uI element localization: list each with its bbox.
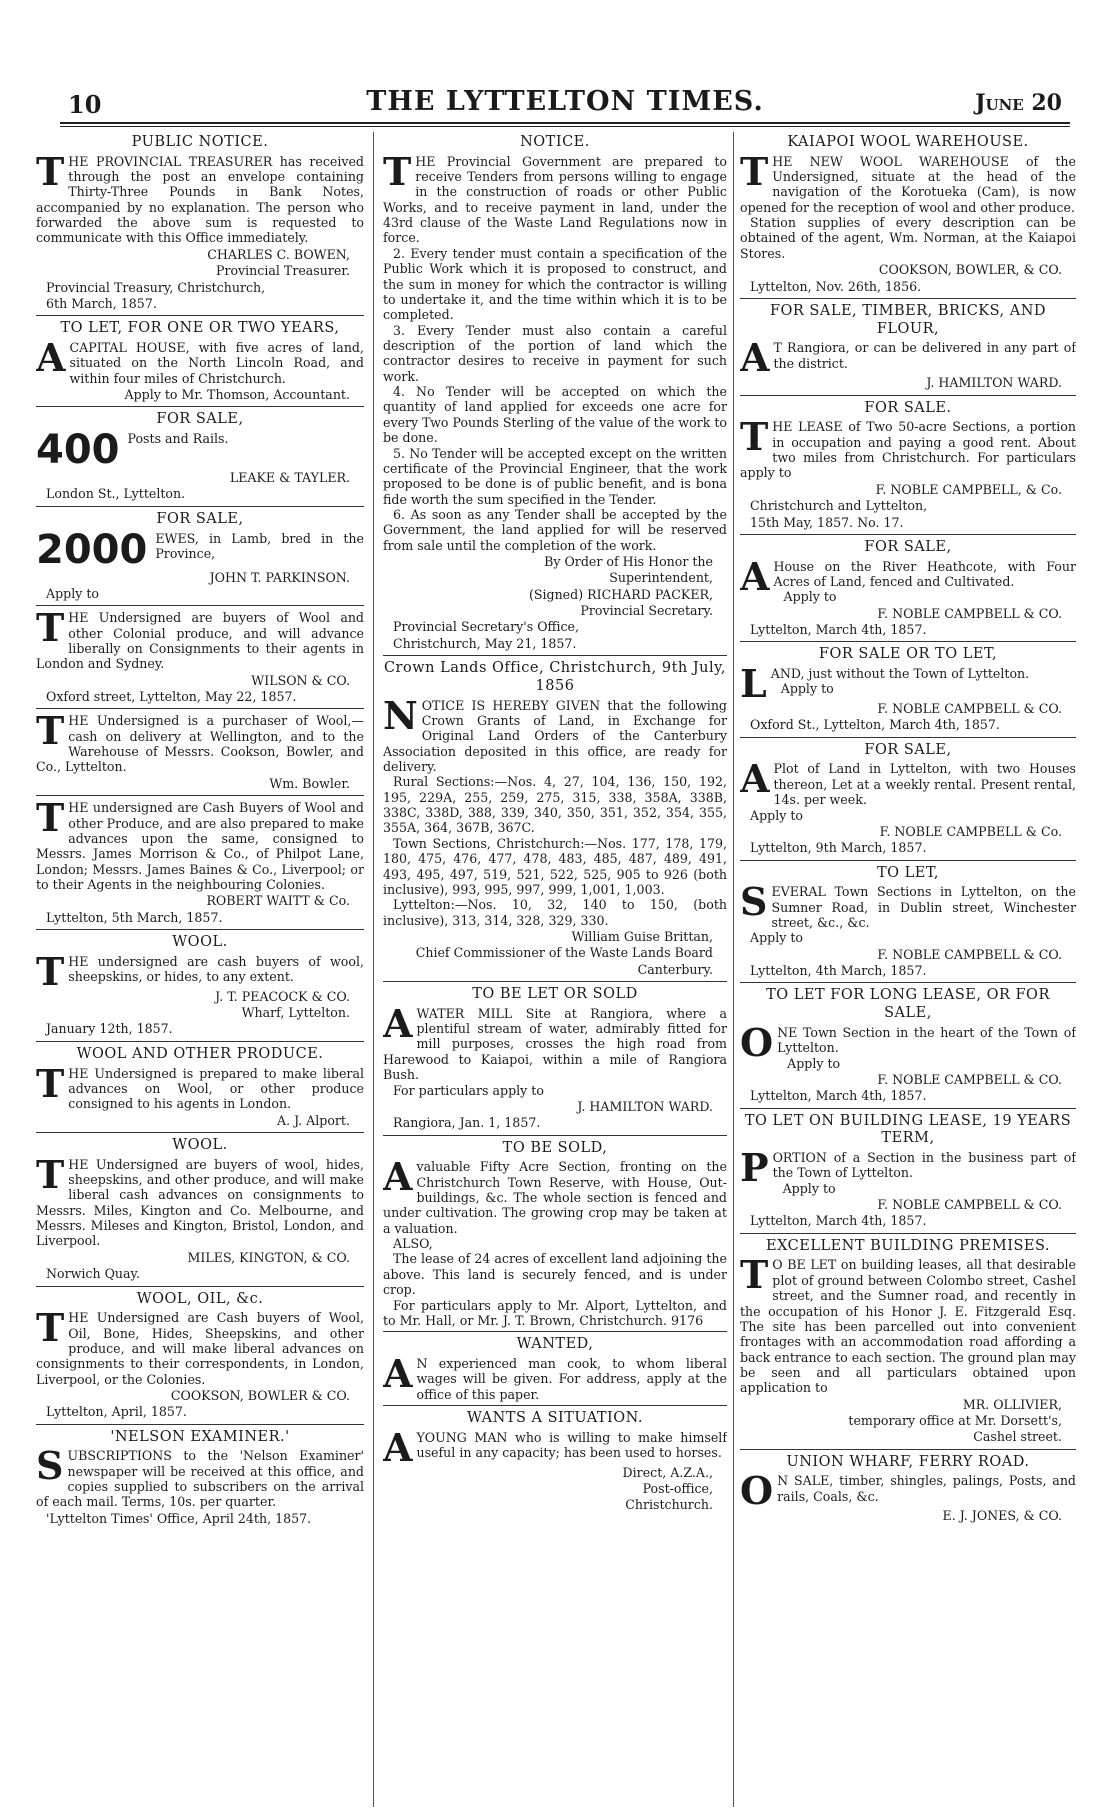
ad-signature: CHARLES C. BOWEN, [207, 246, 350, 262]
ad-text: HE Undersigned is prepared to make liberal advances on Wool, or other produce consigned to his agents in London. [68, 1065, 364, 1112]
ad-heading: TO LET, [876, 864, 940, 881]
ad-text: NE Town Section in the heart of the Town of Lyttelton. [777, 1024, 1076, 1056]
drop-cap: O [740, 1468, 774, 1514]
drop-cap: A [383, 1000, 413, 1046]
ad-footer: Rangiora, Jan. 1, 1857. [393, 1115, 541, 1131]
ad-footer: London St., Lyttelton. [46, 486, 186, 502]
ad-signature: WILSON & CO. [251, 672, 350, 688]
advertisement [36, 134, 364, 316]
masthead [60, 86, 1070, 122]
issue-date: June 20 [975, 90, 1062, 116]
ad-heading: 'NELSON EXAMINER.' [110, 1428, 290, 1445]
ad-text: House on the River Heathcote, with Four Acres of Land, fenced and Cultivated. [773, 558, 1076, 589]
ad-signature: Direct, A.Z.A., [622, 1464, 713, 1480]
column-3 [740, 132, 1076, 1802]
ad-heading: NOTICE. [520, 134, 590, 150]
ad-signature: A. J. Alport. [276, 1112, 350, 1128]
ad-text: CAPITAL HOUSE, with five acres of land, situated on the North Lincoln Road, and within four miles of Christchurch. [69, 339, 364, 386]
ad-text: valuable Fifty Acre Section, fronting on the Christchurch Town Reserve, with House, Out-buildings, &c. The whole section is fenced and under cultivation. The growing crop may be taken at a valuation. [383, 1159, 727, 1236]
ad-footer: Oxford street, Lyttelton, May 22, 1857. [46, 689, 297, 705]
ad-signature: F. NOBLE CAMPBELL, & Co. [875, 481, 1062, 497]
ad-body [36, 605, 364, 672]
advertisement [36, 511, 364, 606]
ad-paragraph: Station supplies of every description can be obtained of the agent, Wm. Norman, at the Kaiapoi Stores. [740, 215, 1076, 261]
advertisement [383, 134, 727, 656]
drop-cap: S [36, 1443, 64, 1489]
ad-body [383, 1154, 727, 1236]
ad-signature: William Guise Brittan, [571, 928, 713, 944]
advertisement [740, 987, 1076, 1108]
ad-heading: FOR SALE. [864, 399, 952, 416]
ad-heading: EXCELLENT BUILDING PREMISES. [766, 1237, 1050, 1254]
ad-body [740, 879, 1076, 930]
ad-footer: Christchurch, May 21, 1857. [393, 635, 577, 651]
ad-signature: COOKSON, BOWLER, & CO. [878, 262, 1062, 278]
ad-signature: E. J. JONES, & CO. [942, 1508, 1062, 1524]
ad-quantity: 400 [36, 427, 120, 474]
advertisement [740, 539, 1076, 642]
ad-text: Plot of Land in Lyttelton, with two Houses thereon, Let at a weekly rental. Present rental, 14s. per week. [773, 761, 1076, 808]
drop-cap: A [383, 1350, 413, 1396]
masthead-rule-thin [60, 126, 1070, 127]
advertisement [740, 303, 1076, 396]
ad-footer: Lyttelton, 5th March, 1857. [46, 909, 223, 925]
ad-body [740, 756, 1076, 808]
ad-body [36, 1305, 364, 1387]
ad-signature: F. NOBLE CAMPBELL & CO. [877, 701, 1062, 717]
ad-text: HE undersigned are Cash Buyers of Wool and other Produce, and are also prepared to make advances upon the same, consigned to Messrs. James Morrison & Co., of Philpot Lane, London; Messrs. James Baines & Co., Liverpool; or to their Agents in the neighbouring Colonies. [36, 800, 364, 892]
ad-heading: WANTED, [516, 1336, 594, 1353]
advertisement [36, 411, 364, 506]
ad-text: OTICE IS HEREBY GIVEN that the following Crown Grants of Land, in Exchange for Original Land Orders of the Canterbury Association deposited in this office, are ready for delivery. [383, 697, 727, 774]
ad-paragraph: For particulars apply to [393, 1082, 544, 1098]
ad-heading: FOR SALE, [156, 411, 244, 428]
ad-paragraph: 5. No Tender will be accepted except on the written certificate of the Provincial Engineer, that the work proposed to be done is of public benefit, and is bona fide worth the sum specified in the Tender. [383, 445, 727, 507]
ad-heading: WOOL. [172, 934, 228, 951]
ad-text: HE Provincial Government are prepared to receive Tenders from persons willing to engage in the construction of roads or other Public Works, and to receive payment in land, under the 43rd clause of the Waste Land Regulations now in force. [383, 153, 727, 246]
ad-body [36, 148, 364, 246]
ad-footer: 'Lyttelton Times' Office, April 24th, 1857. [46, 1510, 312, 1526]
ad-signature: F. NOBLE CAMPBELL & CO. [877, 1071, 1062, 1087]
drop-cap: T [36, 1305, 65, 1351]
ad-signature: J. T. PEACOCK & CO. [215, 988, 350, 1004]
ad-text: EVERAL Town Sections in Lyttelton, on the Sumner Road, in Dublin street, Winchester street, &c., &c. [771, 884, 1076, 930]
ad-footer: Christchurch and Lyttelton, [750, 498, 928, 514]
ad-heading: FOR SALE OR TO LET, [818, 646, 998, 663]
drop-cap: T [740, 1252, 769, 1298]
ad-body [383, 692, 727, 775]
ad-signature: Wm. Bowler. [269, 775, 350, 791]
ad-text: HE LEASE of Two 50-acre Sections, a portion in occupation and paying a good rent. About two miles from Christchurch. For particulars apply to [740, 419, 1076, 481]
ad-signature: Chief Commissioner of the Waste Lands Board [415, 945, 713, 961]
ad-footer: 6th March, 1857. [46, 295, 157, 311]
page-number: 10 [68, 90, 102, 119]
ad-body [740, 1252, 1076, 1396]
ad-heading: WANTS A SITUATION. [466, 1410, 644, 1426]
advertisement [740, 134, 1076, 299]
ad-paragraph: ALSO, [393, 1236, 433, 1252]
ad-body [740, 148, 1076, 215]
advertisement [36, 1046, 364, 1133]
ad-footer: Lyttelton, March 4th, 1857. [750, 1088, 927, 1104]
drop-cap: A [383, 1154, 413, 1200]
ad-footer: Provincial Treasury, Christchurch, [46, 279, 266, 295]
ad-signature: Provincial Secretary. [580, 603, 713, 619]
ad-footer: Oxford St., Lyttelton, March 4th, 1857. [750, 717, 1000, 733]
ad-paragraph: 2. Every tender must contain a specification of the Public Work which it is proposed to construct, and the sum in money for which the contractor is willing to undertake it, and the time within which it is to be completed. [383, 245, 727, 323]
ad-paragraph: Town Sections, Christchurch:—Nos. 177, 178, 179, 180, 475, 476, 477, 478, 483, 485, 487, 489, 491, 493, 495, 497, 519, 521, 522, 525, 905 to 926 (both inclusive), 993, 995, 997, 999, 1,001, 1,003. [383, 835, 727, 897]
ad-heading: FOR SALE, [156, 510, 244, 527]
ad-paragraph: Apply to [782, 1180, 836, 1196]
ad-heading: TO LET ON BUILDING LEASE, 19 YEARS TERM, [744, 1112, 1072, 1147]
ad-heading: FOR SALE, TIMBER, BRICKS, AND FLOUR, [769, 302, 1047, 337]
advertisement [740, 865, 1076, 984]
ad-signature: Post-office, [642, 1481, 713, 1497]
column-divider [733, 132, 734, 1807]
ad-body [36, 427, 364, 474]
ad-text: T Rangiora, or can be delivered in any part of the district. [773, 340, 1076, 371]
ad-text: N experienced man cook, to whom liberal wages will be given. For address, apply at the office of this paper. [416, 1355, 727, 1402]
ad-body [36, 1443, 364, 1510]
ad-body [740, 414, 1076, 481]
ad-signature: (Signed) RICHARD PACKER, [528, 586, 713, 602]
ad-body [36, 334, 364, 386]
advertisement [36, 1291, 364, 1425]
ad-paragraph: Rural Sections:—Nos. 4, 27, 104, 136, 150, 192, 195, 229A, 255, 259, 275, 315, 338, 358A, 338B, 338C, 338D, 388, 339, 340, 350, 351, 352, 354, 355, 355A, 364, 367B, 367C. [383, 774, 727, 836]
ad-signature: MILES, KINGTON, & CO. [187, 1249, 350, 1265]
ad-footer: 15th May, 1857. No. 17. [750, 514, 904, 530]
drop-cap: A [740, 335, 770, 381]
ad-paragraph: Apply to [787, 1055, 841, 1071]
masthead-rule [60, 122, 1070, 124]
ad-heading: FOR SALE, [864, 741, 952, 758]
ad-paragraph: Lyttelton:—Nos. 10, 32, 140 to 150, (both inclusive), 313, 314, 328, 329, 330. [383, 897, 727, 928]
ad-paragraph: Apply to [780, 681, 834, 697]
advertisement [383, 986, 727, 1136]
ad-footer: January 12th, 1857. [46, 1021, 173, 1037]
ad-heading: FOR SALE, [864, 538, 952, 555]
ad-body [36, 1151, 364, 1249]
drop-cap: A [36, 334, 66, 380]
ad-body [36, 795, 364, 892]
drop-cap: T [36, 948, 65, 994]
ad-heading: UNION WHARF, FERRY ROAD. [786, 1453, 1030, 1470]
ad-heading: TO BE SOLD, [502, 1139, 608, 1156]
ad-text: HE undersigned are cash buyers of wool, sheepskins, or hides, to any extent. [68, 953, 364, 985]
ad-paragraph: 3. Every Tender must also contain a careful description of the portion of land which the contractor desires to receive in payment for such work. [383, 322, 727, 384]
ad-heading: PUBLIC NOTICE. [131, 134, 269, 150]
ad-text: HE Undersigned are Cash buyers of Wool, Oil, Bone, Hides, Sheepskins, and other produce, and will make liberal advances on consignments to their correspondents, in London, Liverpool, or the Colonies. [36, 1310, 364, 1387]
advertisement [36, 708, 364, 796]
drop-cap: T [36, 148, 65, 194]
drop-cap: T [740, 414, 769, 460]
ad-heading: TO LET, FOR ONE OR TWO YEARS, [60, 320, 340, 337]
ad-signature: ROBERT WAITT & Co. [206, 893, 350, 909]
advertisement [383, 1336, 727, 1406]
ad-text: O BE LET on building leases, all that desirable plot of ground between Colombo street, Cashel street, and the Sumner road, and recently in the occupation of his Honor J. E. Fitzgerald Esq. The site has been parcelled out into convenient frontages with an accommodation road affording a back entrance to each section. The ground plan may be seen and all particulars obtained upon application to [740, 1257, 1076, 1396]
ad-footer: Lyttelton, March 4th, 1857. [750, 1213, 927, 1229]
ad-footer: Provincial Secretary's Office, [393, 619, 579, 635]
drop-cap: P [740, 1144, 769, 1190]
ad-heading: KAIAPOI WOOL WAREHOUSE. [787, 134, 1029, 150]
ad-paragraph: For particulars apply to Mr. Alport, Lyttelton, and to Mr. Hall, or Mr. J. T. Brown, Christchurch. 9176 [383, 1297, 727, 1328]
ad-body [740, 1468, 1076, 1514]
ad-signature: Christchurch. [625, 1497, 713, 1513]
ad-heading: Crown Lands Office, Christchurch, 9th July, 1856 [383, 660, 727, 694]
ad-text: HE Undersigned is a purchaser of Wool,—cash on delivery at Wellington, and to the Warehouse of Messrs. Cookson, Bowler, and Co., Lyttelton. [36, 713, 364, 775]
ad-body [36, 708, 364, 775]
advertisement [36, 1429, 364, 1530]
ad-signature: MR. OLLIVIER, [962, 1396, 1062, 1412]
ad-footer: Norwich Quay. [46, 1266, 140, 1282]
column-2 [383, 132, 727, 1802]
advertisement [383, 1140, 727, 1333]
drop-cap: T [740, 148, 769, 194]
ad-body [36, 948, 364, 994]
ad-text: HE Undersigned are buyers of wool, hides, sheepskins, and other produce, and will make liberal cash advances on consignments to Messrs. Miles, Kington and Co. Melbourne, and Messrs. Mileses and Kington, Bristol, London, and Liverpool. [36, 1156, 364, 1249]
advertisement [740, 646, 1076, 737]
ad-signature: Canterbury. [637, 961, 713, 977]
drop-cap: T [383, 148, 412, 194]
ad-signature: F. NOBLE CAMPBELL & CO. [877, 946, 1062, 962]
advertisement [740, 400, 1076, 535]
advertisement [36, 605, 364, 709]
ad-paragraph: Apply to [750, 807, 804, 823]
ad-signature: F. NOBLE CAMPBELL & CO. [877, 605, 1062, 621]
ad-body [383, 148, 727, 246]
ad-signature: Provincial Treasurer. [215, 263, 350, 279]
advertisement [383, 1410, 727, 1517]
newspaper-title: THE LYTTELTON TIMES. [366, 86, 764, 117]
drop-cap: A [740, 756, 770, 802]
drop-cap: T [36, 708, 65, 754]
ad-body [36, 526, 364, 573]
ad-quantity: 2000 [36, 526, 148, 573]
ad-heading: TO LET FOR LONG LEASE, OR FOR SALE, [766, 987, 1050, 1022]
drop-cap: A [383, 1424, 413, 1470]
drop-cap: N [383, 692, 418, 738]
ad-footer: Lyttelton, 4th March, 1857. [750, 963, 927, 979]
advertisement [740, 1113, 1076, 1234]
ad-footer: Lyttelton, Nov. 26th, 1856. [750, 278, 922, 294]
ad-body [383, 1350, 727, 1402]
ad-signature: J. HAMILTON WARD. [926, 375, 1062, 391]
ad-paragraph: Apply to [750, 930, 804, 946]
ad-signature: F. NOBLE CAMPBELL & CO. [877, 1197, 1062, 1213]
ad-text: UBSCRIPTIONS to the 'Nelson Examiner' newspaper will be received at this office, and copies supplied to subscribers on the arrival of each mail. Terms, 10s. per quarter. [36, 1448, 364, 1510]
ad-text: AND, just without the Town of Lyttelton. [770, 666, 1030, 682]
ad-signature: Apply to Mr. Thomson, Accountant. [124, 387, 350, 403]
advertisement [383, 660, 727, 982]
advertisement [36, 320, 364, 407]
ad-signature: J. HAMILTON WARD. [577, 1098, 713, 1114]
column-1 [36, 132, 364, 1802]
drop-cap: T [36, 1151, 65, 1197]
ad-heading: WOOL. [172, 1136, 228, 1153]
ad-paragraph: Apply to [783, 589, 837, 605]
ad-footer: Apply to [46, 585, 100, 601]
ad-text: HE Undersigned are buyers of Wool and other Colonial produce, and will advance liberally on Consignments to their agents in London and Sydney. [36, 610, 364, 672]
ad-text: Posts and Rails. [127, 431, 229, 447]
advertisement [740, 1454, 1076, 1528]
ad-signature: F. NOBLE CAMPBELL & Co. [879, 823, 1062, 839]
ad-heading: TO BE LET OR SOLD [472, 986, 638, 1003]
ad-signature: Wharf, Lyttelton. [241, 1005, 350, 1021]
advertisement [36, 1137, 364, 1287]
ad-heading: WOOL, OIL, &c. [136, 1290, 264, 1307]
ad-heading: WOOL AND OTHER PRODUCE. [76, 1045, 324, 1062]
drop-cap: A [740, 553, 770, 599]
ad-paragraph: 6. As soon as any Tender shall be accepted by the Government, the land applied for will be reserved from sale until the completion of the work. [383, 506, 727, 553]
column-divider [373, 132, 374, 1807]
ad-paragraph: 4. No Tender will be accepted on which the quantity of land applied for exceeds one acre for every Two Pounds Sterling of the value of the work to be done. [383, 384, 727, 446]
ad-body [383, 1424, 727, 1470]
drop-cap: S [740, 879, 768, 925]
advertisement [36, 934, 364, 1042]
ad-signature: COOKSON, BOWLER & CO. [170, 1387, 350, 1403]
ad-signature: JOHN T. PARKINSON. [209, 569, 350, 585]
ad-signature: Cashel street. [973, 1429, 1062, 1445]
ad-body [740, 335, 1076, 381]
ad-signature: By Order of His Honor the [544, 554, 713, 570]
ad-body [36, 1060, 364, 1112]
ad-footer: Lyttelton, 9th March, 1857. [750, 840, 927, 856]
ad-text: ORTION of a Section in the business part of the Town of Lyttelton. [772, 1149, 1076, 1181]
ad-signature: LEAKE & TAYLER. [229, 470, 350, 486]
ad-footer: Lyttelton, March 4th, 1857. [750, 621, 927, 637]
ad-text: N SALE, timber, shingles, palings, Posts, and rails, Coals, &c. [777, 1473, 1076, 1504]
drop-cap: T [36, 1060, 65, 1106]
drop-cap: L [740, 661, 767, 707]
ad-signature: Superintendent, [609, 570, 713, 586]
ad-text: HE PROVINCIAL TREASURER has received through the post an envelope containing Thirty-Three Pounds in Bank Notes, accompanied by no explanation. The person who forwarded the above sum is requested to communicate with this Office immediately. [36, 153, 364, 246]
ad-body [383, 1000, 727, 1083]
ad-footer: Lyttelton, April, 1857. [46, 1404, 187, 1420]
ad-text: YOUNG MAN who is willing to make himself useful in any capacity; has been used to horses. [416, 1429, 727, 1461]
ad-text: EWES, in Lamb, bred in the Province, [155, 530, 364, 561]
drop-cap: T [36, 795, 65, 841]
drop-cap: O [740, 1019, 774, 1065]
advertisement [740, 742, 1076, 861]
drop-cap: T [36, 605, 65, 651]
ad-text: WATER MILL Site at Rangiora, where a plentiful stream of water, admirably fitted for mill purposes, crosses the high road from Harewood to Kaiapoi, within a mile of Rangiora Bush. [383, 1005, 727, 1083]
ad-signature: temporary office at Mr. Dorsett's, [848, 1413, 1062, 1429]
ad-paragraph: The lease of 24 acres of excellent land adjoining the above. This land is securely fenced, and is under crop. [383, 1251, 727, 1298]
ad-text: HE NEW WOOL WAREHOUSE of the Undersigned, situate at the head of the navigation of the Korotueka (Cam), is now opened for the reception of wool and other produce. [740, 153, 1076, 215]
advertisement [36, 795, 364, 930]
advertisement [740, 1238, 1076, 1450]
